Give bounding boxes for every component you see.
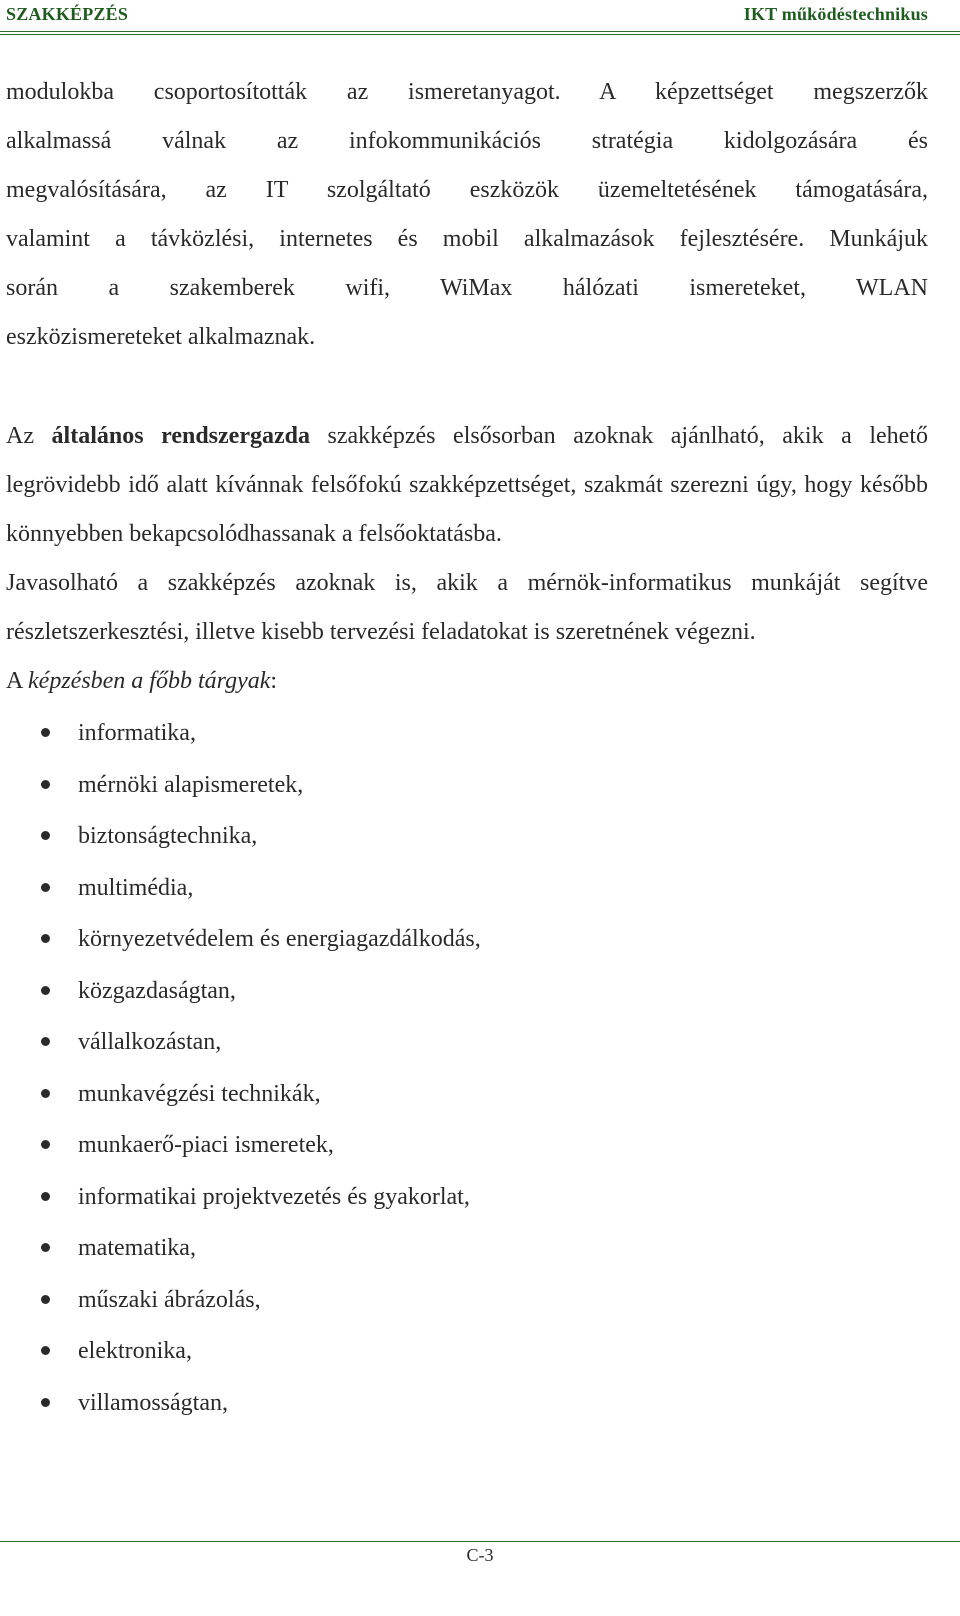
text-line: valamint a távközlési, internetes és mobil alkalmazások fejlesztésére. Munkájuk xyxy=(6,226,928,252)
list-item-label: közgazdaságtan, xyxy=(78,977,236,1004)
list-item-label: matematika, xyxy=(78,1235,196,1261)
subjects-intro-prefix: A xyxy=(6,668,29,694)
list-item xyxy=(6,966,928,1018)
header-title-right: IKT működéstechnikus xyxy=(743,4,928,24)
text-line: alkalmassá válnak az infokommunikációs stratégia kidolgozására és xyxy=(6,128,928,154)
paragraph-modules xyxy=(6,68,928,362)
subjects-intro xyxy=(6,657,928,706)
paragraph-spacer xyxy=(6,362,928,412)
list-item xyxy=(6,1069,928,1121)
list-item xyxy=(6,708,928,760)
paragraph-sysadmin-bold: általános rendszergazda xyxy=(51,423,310,449)
bullet-icon xyxy=(41,1398,50,1407)
page-header xyxy=(0,0,960,34)
document-body xyxy=(6,68,928,1429)
list-item xyxy=(6,811,928,863)
subjects-intro-italic: képzésben a főbb tárgyak xyxy=(28,668,271,694)
paragraph-sysadmin-suffix: szakképzés elsősorban azoknak ajánlható, akik a lehető legrövidebb idő alatt kívánnak felsőfokú szakképzettséget, szakmát szerezni úgy, hogy később könnyebben bekapcsolódhassanak a felsőoktatásba. xyxy=(6,423,928,547)
list-item xyxy=(6,1326,928,1378)
list-item-label: villamosságtan, xyxy=(78,1389,228,1416)
list-item-label: biztonságtechnika, xyxy=(78,823,258,849)
list-item xyxy=(6,1378,928,1430)
list-item-label: munkavégzési technikák, xyxy=(78,1080,321,1107)
subjects-intro-suffix: : xyxy=(270,668,278,694)
bullet-icon xyxy=(41,1140,50,1149)
bullet-icon xyxy=(41,883,50,892)
subjects-list xyxy=(6,708,928,1429)
bullet-icon xyxy=(41,1037,50,1046)
list-item xyxy=(6,1017,928,1069)
bullet-icon xyxy=(41,1346,50,1355)
footer-divider xyxy=(0,1541,960,1542)
bullet-icon xyxy=(41,1295,50,1304)
list-item xyxy=(6,760,928,812)
list-item-label: mérnöki alapismeretek, xyxy=(78,771,304,798)
list-item xyxy=(6,863,928,915)
list-item-label: környezetvédelem és energiagazdálkodás, xyxy=(78,926,481,952)
header-divider xyxy=(0,31,960,35)
list-item-label: multimédia, xyxy=(78,874,194,901)
list-item-label: munkaerő-piaci ismeretek, xyxy=(78,1132,334,1158)
bullet-icon xyxy=(41,728,50,737)
paragraph-sysadmin-prefix: Az xyxy=(6,423,52,449)
bullet-icon xyxy=(41,780,50,789)
list-item-label: vállalkozástan, xyxy=(78,1029,222,1055)
list-item xyxy=(6,1120,928,1172)
bullet-icon xyxy=(41,986,50,995)
bullet-icon xyxy=(41,831,50,840)
paragraph-sysadmin xyxy=(6,412,928,559)
list-item xyxy=(6,1275,928,1327)
bullet-icon xyxy=(41,934,50,943)
list-item xyxy=(6,1172,928,1224)
text-line: megvalósítására, az IT szolgáltató eszközök üzemeltetésének támogatására, xyxy=(6,177,928,203)
paragraph-recommendation: Javasolható a szakképzés azoknak is, akik a mérnök-informatikus munkáját segítve részletszerkesztési, illetve kisebb tervezési feladatokat is szeretnének végezni. xyxy=(6,570,928,645)
list-item xyxy=(6,1223,928,1275)
bullet-icon xyxy=(41,1192,50,1201)
text-line: során a szakemberek wifi, WiMax hálózati ismereteket, WLAN xyxy=(6,275,928,301)
list-item-label: műszaki ábrázolás, xyxy=(78,1286,261,1313)
list-item-label: elektronika, xyxy=(78,1338,192,1364)
list-item-label: informatikai projektvezetés és gyakorlat, xyxy=(78,1183,470,1210)
page-number: C-3 xyxy=(466,1545,494,1565)
bullet-icon xyxy=(41,1243,50,1252)
text-line: eszközismereteket alkalmaznak. xyxy=(6,324,316,350)
list-item-label: informatika, xyxy=(78,720,196,746)
bullet-icon xyxy=(41,1089,50,1098)
header-title-left: SZAKKÉPZÉS xyxy=(6,4,129,24)
text-line: modulokba csoportosították az ismeretanyagot. A képzettséget megszerzők xyxy=(6,79,928,105)
list-item xyxy=(6,914,928,966)
